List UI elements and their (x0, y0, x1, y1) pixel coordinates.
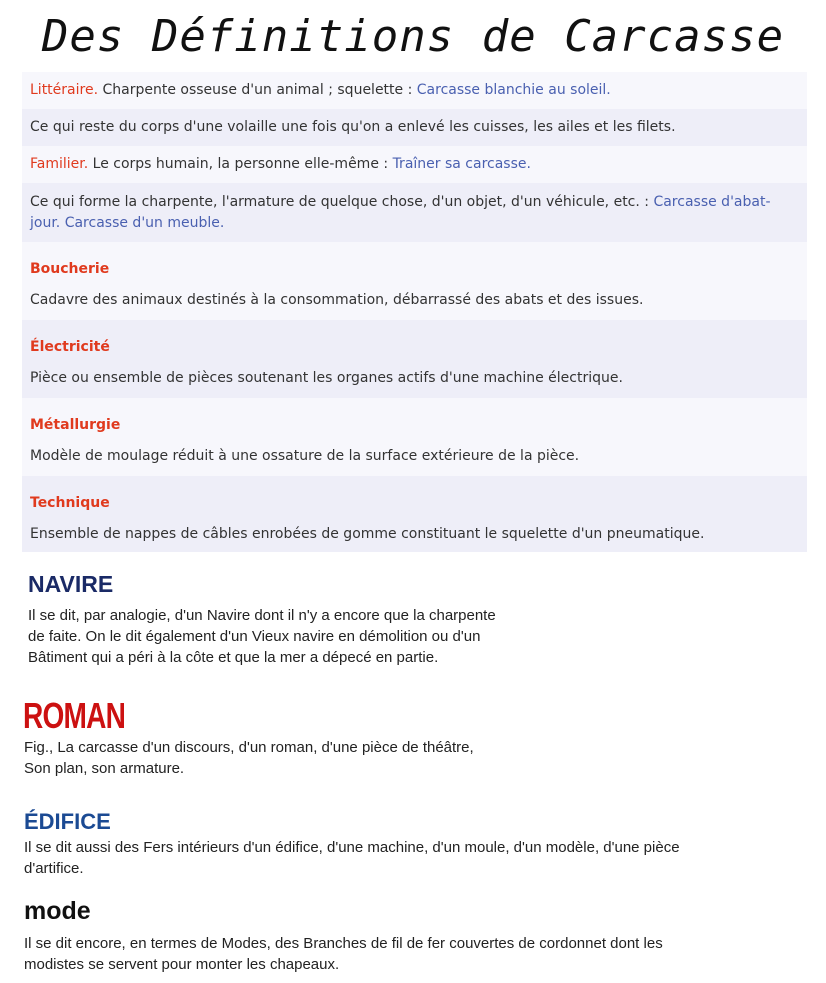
example-text: Traîner sa carcasse. (392, 156, 531, 172)
register-tag: Littéraire. (30, 82, 99, 98)
definition-text: Le corps humain, la personne elle-même : (88, 156, 393, 172)
mode-heading: mode (24, 897, 91, 925)
category-label: Électricité (30, 339, 110, 355)
definition-text: Pièce ou ensemble de pièces soutenant les organes actifs d'une machine électrique. (30, 370, 623, 386)
definition-text: Ensemble de nappes de câbles enrobées de gomme constituant le squelette d'un pneumatique. (30, 526, 705, 542)
definition-boucherie (22, 242, 807, 320)
definition-poultry (22, 109, 807, 146)
roman-text: Fig., La carcasse d'un discours, d'un roman, d'une pièce de théâtre, Son plan, son armature. (24, 739, 474, 777)
definition-text: Cadavre des animaux destinés à la consommation, débarrassé des abats et des issues. (30, 292, 644, 308)
register-tag: Familier. (30, 156, 89, 172)
definition-text: Charpente osseuse d'un animal ; squelette : (98, 82, 417, 98)
definitions-list (22, 72, 807, 552)
definition-familiar (22, 146, 807, 183)
definition-text: Ce qui forme la charpente, l'armature de quelque chose, d'un objet, d'un véhicule, etc. : (30, 194, 654, 210)
roman-heading: ROMAN (23, 695, 126, 736)
category-label: Technique (30, 495, 110, 511)
example-text: Carcasse d'abat-jour. Carcasse d'un meuble. (30, 194, 771, 231)
page-title: Des Définitions de Carcasse (41, 11, 785, 62)
definition-electricite (22, 320, 807, 398)
navire-text: Il se dit, par analogie, d'un Navire dont il n'y a encore que la charpente de faite. On le dit également d'un Vieux navire en démolition ou d'un Bâtiment qui a péri à la côte et que la mer a dépecé en partie. (28, 607, 496, 666)
definition-literary (22, 72, 807, 109)
definition-framework (22, 183, 807, 242)
navire-heading: NAVIRE (28, 571, 114, 597)
edifice-heading: ÉDIFICE (24, 809, 111, 834)
definition-metallurgie (22, 398, 807, 476)
category-label: Métallurgie (30, 417, 121, 433)
category-label: Boucherie (30, 261, 110, 277)
definition-technique (22, 476, 807, 552)
definition-text: Modèle de moulage réduit à une ossature de la surface extérieure de la pièce. (30, 448, 580, 464)
edifice-text: Il se dit aussi des Fers intérieurs d'un édifice, d'une machine, d'un moule, d'un modèle, d'une pièce d'artifice. (24, 839, 680, 877)
definition-text: Ce qui reste du corps d'une volaille une fois qu'on a enlevé les cuisses, les ailes et les filets. (30, 119, 676, 135)
example-text: Carcasse blanchie au soleil. (416, 82, 611, 98)
mode-text: Il se dit encore, en termes de Modes, des Branches de fil de fer couvertes de cordonnet dont les modistes se servent pour monter les chapeaux. (24, 935, 663, 973)
